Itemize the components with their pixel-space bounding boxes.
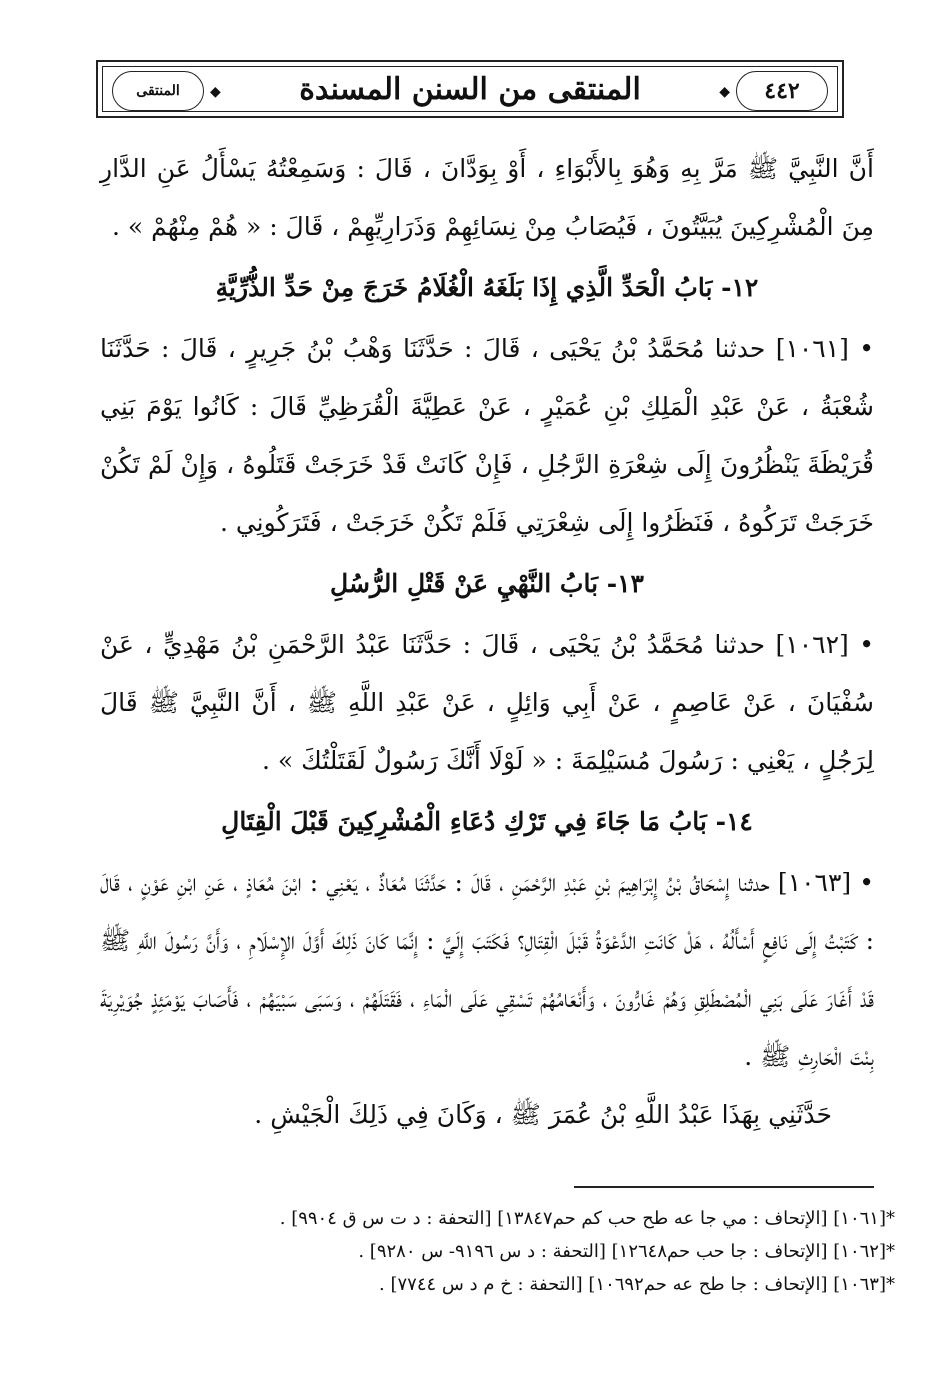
footnote-1061: *[١٠٦١] [الإتحاف : مي جا عه طح حب كم حم١٣٨٤٧] [التحفة : د ت س ق ٩٩٠٤] .	[279, 1208, 895, 1229]
logo-text: المنتقى	[136, 83, 180, 99]
chapter-heading-12: ١٢- بَابُ الْحَدِّ الَّذِي إِذَا بَلَغَهُ الْغُلَامُ خَرَجَ مِنْ حَدِّ الذُّرِّيَّةِ	[215, 273, 759, 302]
diamond-ornament-icon: ◆	[719, 84, 730, 100]
footnote-1062: *[١٠٦٢] [الإتحاف : جا حب حم١٢٦٤٨] [التحفة : د س ٩١٩٦- س ٩٢٨٠] .	[358, 1241, 895, 1262]
footnotes	[200, 1202, 895, 1301]
closing-note: حَدَّثَنِي بِهَذَا عَبْدُ اللَّهِ بْنُ عُمَرَ ﷺ ، وَكَانَ فِي ذَلِكَ الْجَيْشِ .	[254, 1100, 832, 1129]
chapter-heading-14: ١٤- بَابُ مَا جَاءَ فِي تَرْكِ دُعَاءِ الْمُشْرِكِينَ قَبْلَ الْقِتَالِ	[221, 807, 753, 836]
page-header	[96, 60, 844, 118]
book-logo	[112, 71, 204, 111]
page-number-badge	[736, 71, 828, 111]
book-title: المنتقى من السنن المسندة	[299, 72, 641, 107]
hadith-1062: • [١٠٦٢] حدثنا مُحَمَّدُ بْنُ يَحْيَى ، قَالَ : حَدَّثَنَا عَبْدُ الرَّحْمَنِ بْنُ مَهْدِيٍّ ، عَنْ سُفْيَانَ ، عَنْ عَاصِمٍ ، عَنْ أَبِي وَائِلٍ ، عَنْ عَبْدِ اللَّهِ ﷺ ، أَنَّ النَّبِيَّ ﷺ قَالَ لِرَجُلٍ ، يَعْنِي : رَسُولَ مُسَيْلِمَةَ : « لَوْلَا أَنَّكَ رَسُولٌ لَقَتَلْتُكَ » .	[100, 630, 874, 775]
footnote-1063: *[١٠٦٣] [الإتحاف : جا طح عه حم١٠٦٩٢] [التحفة : خ م د س ٧٧٤٤] .	[379, 1274, 895, 1295]
hadith-1063: • [١٠٦٣] حدثنا إِسْحَاقُ بْنُ إِبْرَاهِيمَ بْنِ عَبْدِ الرَّحْمَنِ ، قَالَ : حَدَّثَنَا مُعَاذٌ ، يَعْنِي : ابْنَ مُعَاذٍ ، عَنِ ابْنِ عَوْنٍ ، قَالَ : كَتَبْتُ إِلَى نَافِعٍ أَسْأَلُهُ ، هَلْ كَانَتِ الدَّعْوَةُ قَبْلَ الْقِتَالِ؟ فَكَتَبَ إِلَيَّ : إِنَّمَا كَانَ ذَلِكَ أَوَّلَ الإِسْلَامِ ، وَأَنَّ رَسُولَ اللَّهِ ﷺ قَدْ أَغَارَ عَلَى بَنِي الْمُصْطَلِقِ وَهُمْ غَارُّونَ ، وَأَنْعَامُهُمْ تَسْقِي عَلَى الْمَاءِ ، فَقَتَلَهُمْ ، وَسَبَى سَبْيَهُمْ ، فَأَصَابَ يَوْمَئِذٍ جُوَيْرِيَةَ بِنْتَ الْحَارِثِ ﷺ .	[100, 868, 874, 1071]
chapter-heading-13: ١٣- بَابُ النَّهْيِ عَنْ قَتْلِ الرُّسُلِ	[330, 569, 644, 598]
footnote-divider	[574, 1186, 874, 1188]
diamond-ornament-icon: ◆	[210, 84, 221, 100]
page-number: ٤٤٢	[764, 78, 800, 104]
hadith-1061: • [١٠٦١] حدثنا مُحَمَّدُ بْنُ يَحْيَى ، قَالَ : حَدَّثَنَا وَهْبُ بْنُ جَرِيرٍ ، قَالَ : حَدَّثَنَا شُعْبَةُ ، عَنْ عَبْدِ الْمَلِكِ بْنِ عُمَيْرٍ ، عَنْ عَطِيَّةَ الْقُرَظِيِّ قَالَ : كَانُوا يَوْمَ بَنِي قُرَيْظَةَ يَنْظُرُونَ إِلَى شِعْرَةِ الرَّجُلِ ، فَإِنْ كَانَتْ قَدْ خَرَجَتْ قَتَلُوهُ ، وَإِنْ لَمْ تَكُنْ خَرَجَتْ تَرَكُوهُ ، فَنَظَرُوا إِلَى شِعْرَتِي فَلَمْ تَكُنْ خَرَجَتْ ، فَتَرَكُونِي .	[100, 334, 874, 537]
intro-paragraph: أَنَّ النَّبِيَّ ﷺ مَرَّ بِهِ وَهُوَ بِالأَبْوَاءِ ، أَوْ بِوَدَّانَ ، قَالَ : وَسَمِعْتُهُ يَسْأَلُ عَنِ الدَّارِ مِنَ الْمُشْرِكِينَ يُبَيَّتُونَ ، فَيُصَابُ مِنْ نِسَائِهِمْ وَذَرَارِيِّهِمْ ، قَالَ : « هُمْ مِنْهُمْ » .	[100, 154, 874, 241]
page-body	[100, 140, 874, 1144]
